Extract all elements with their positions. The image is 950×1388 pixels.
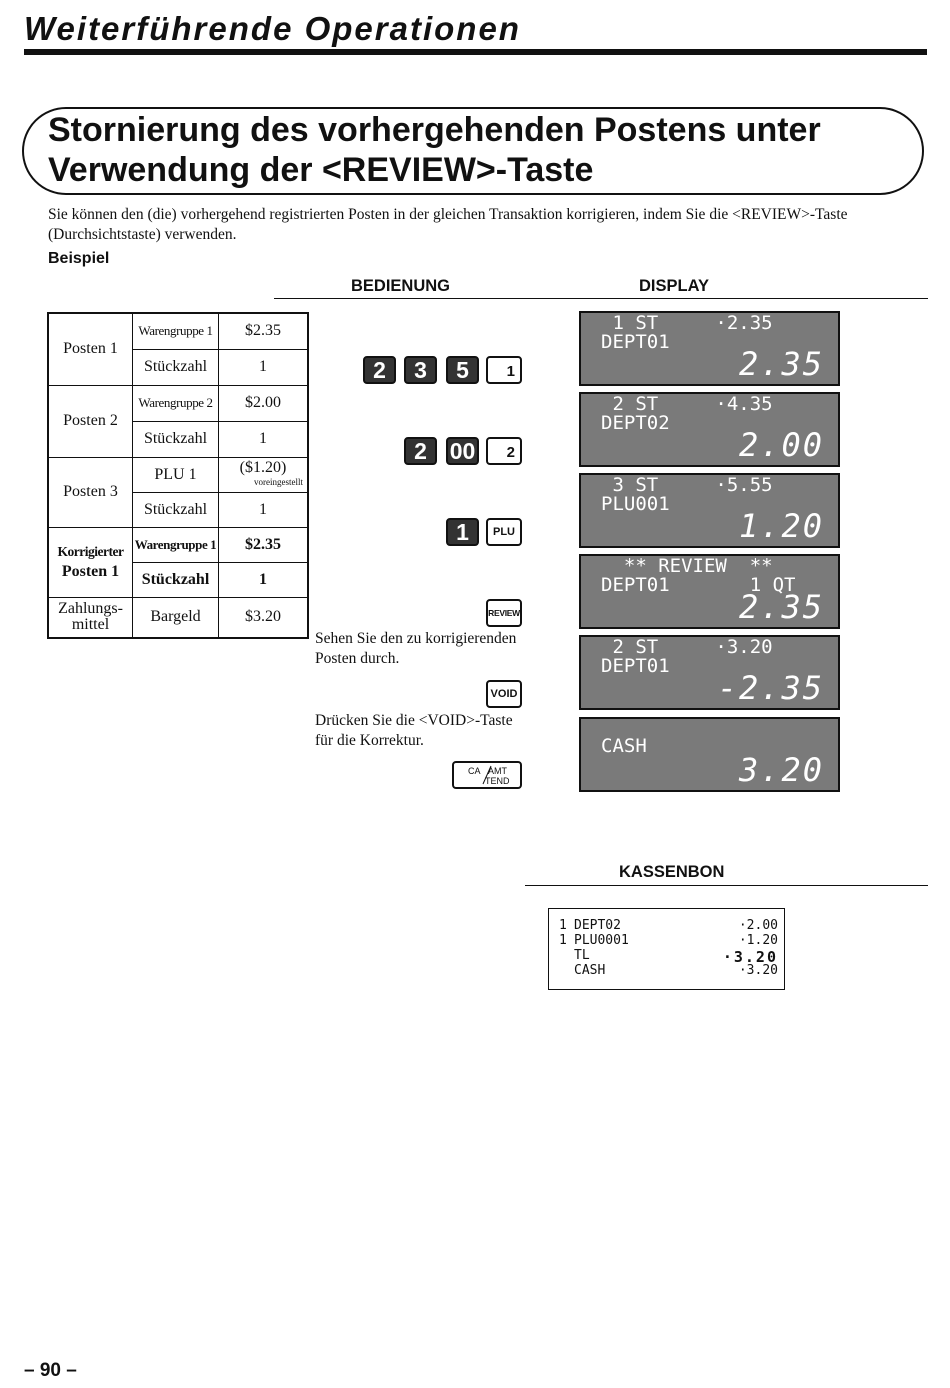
tend-label: TEND	[485, 776, 510, 786]
receipt-amount: ·3.20	[738, 963, 778, 978]
receipt-name: TL	[574, 948, 590, 963]
receipt-line	[559, 918, 778, 933]
posten-1-price: $2.35	[219, 313, 309, 349]
corrected-qty-label: Stückzahl	[133, 562, 219, 597]
receipt	[548, 908, 785, 990]
display-panel	[579, 473, 840, 548]
key-1[interactable]: 1	[446, 518, 479, 546]
example-table	[47, 312, 309, 639]
display-panel	[579, 717, 840, 792]
posten-1-qty: 1	[219, 349, 309, 385]
posten-1-item: Warengruppe 1	[133, 313, 219, 349]
review-key[interactable]: REVIEW	[486, 599, 522, 627]
display-panel	[579, 554, 840, 629]
posten-3-price-cell	[219, 457, 309, 492]
corrected-item: Warengruppe 1	[133, 527, 219, 562]
posten-3-label: Posten 3	[48, 457, 133, 527]
key-2[interactable]: 2	[404, 437, 437, 465]
display-line-1: 1 ST ·2.35	[601, 312, 773, 334]
receipt-qty: 1	[559, 918, 567, 933]
posten-3-qty: 1	[219, 492, 309, 527]
dept-key-2[interactable]: 2	[486, 437, 522, 465]
payment-amount: $3.20	[219, 597, 309, 638]
posten-2-qty: 1	[219, 421, 309, 457]
receipt-heading: KASSENBON	[619, 863, 725, 881]
display-line-2: DEPT01 1 QT	[601, 574, 796, 596]
receipt-amount: ·1.20	[738, 933, 778, 948]
intro-text: Sie können den (die) vorhergehend registrierten Posten in der gleichen Transaktion korrigieren, indem Sie die <REVIEW>-Taste (Durchsichtstaste) verwenden.	[48, 206, 848, 243]
example-label: Beispiel	[48, 250, 110, 267]
operation-heading: BEDIENUNG	[351, 277, 451, 295]
key-5[interactable]: 5	[446, 356, 479, 384]
display-amount: 3.20	[738, 751, 824, 789]
display-line-2: DEPT02	[601, 412, 670, 434]
receipt-line	[559, 963, 778, 978]
posten-3-price: ($1.20)	[239, 458, 287, 476]
posten-2-price: $2.00	[219, 385, 309, 421]
display-line-1: 2 ST ·3.20	[601, 636, 773, 658]
receipt-line	[559, 948, 778, 966]
review-note: Sehen Sie den zu korrigierenden Posten durch.	[315, 630, 517, 667]
display-line-1: 3 ST ·5.55	[601, 474, 773, 496]
display-panel	[579, 392, 840, 467]
display-panel	[579, 635, 840, 710]
receipt-rule	[525, 885, 928, 886]
key-2[interactable]: 2	[363, 356, 396, 384]
display-line-2: DEPT01	[601, 655, 670, 677]
display-amount: 1.20	[738, 507, 824, 545]
receipt-qty: 1	[559, 933, 567, 948]
display-line-1: ** REVIEW **	[601, 555, 773, 577]
column-rule	[274, 298, 928, 299]
posten-1-label: Posten 1	[48, 313, 133, 385]
posten-2-qty-label: Stückzahl	[133, 421, 219, 457]
key-00[interactable]: 00	[446, 437, 479, 465]
display-line-1: 2 ST ·4.35	[601, 393, 773, 415]
receipt-amount: ·2.00	[738, 918, 778, 933]
display-amount: 2.35	[738, 588, 824, 626]
posten-1-qty-label: Stückzahl	[133, 349, 219, 385]
page-title-line-2: Verwendung der <REVIEW>-Taste	[48, 151, 594, 189]
page-title	[48, 110, 821, 190]
display-heading: DISPLAY	[639, 277, 709, 295]
receipt-line	[559, 933, 778, 948]
corrected-label-line-2: Posten 1	[61, 563, 120, 580]
ca-amt-tend-key[interactable]	[452, 761, 522, 789]
payment-method: Bargeld	[133, 597, 219, 638]
corrected-price: $2.35	[219, 527, 309, 562]
void-note: Drücken Sie die <VOID>-Taste für die Korrektur.	[315, 712, 513, 749]
receipt-name: CASH	[574, 963, 606, 978]
display-amount: 2.35	[738, 345, 824, 383]
posten-3-price-note: voreingestellt	[254, 476, 303, 487]
header-rule	[24, 49, 927, 55]
key-3[interactable]: 3	[404, 356, 437, 384]
posten-2-label: Posten 2	[48, 385, 133, 457]
display-line-2: DEPT01	[601, 331, 670, 353]
dept-key-1[interactable]: 1	[486, 356, 522, 384]
receipt-total: ·3.20	[722, 948, 778, 966]
receipt-name: DEPT02	[574, 918, 621, 933]
display-line-2: CASH	[601, 735, 647, 757]
display-panel	[579, 311, 840, 386]
posten-3-item: PLU 1	[133, 457, 219, 492]
display-line-2: PLU001	[601, 493, 670, 515]
plu-key[interactable]: PLU	[486, 518, 522, 546]
display-amount: -2.35	[717, 669, 824, 707]
section-title: Weiterführende Operationen	[24, 10, 521, 47]
amt-label: AMT	[488, 766, 507, 776]
corrected-label	[48, 527, 133, 597]
page-title-line-1: Stornierung des vorhergehenden Postens unter	[48, 111, 821, 149]
posten-2-item: Warengruppe 2	[133, 385, 219, 421]
corrected-qty: 1	[219, 562, 309, 597]
ca-label: CA	[468, 766, 481, 776]
posten-3-qty-label: Stückzahl	[133, 492, 219, 527]
display-amount: 2.00	[738, 426, 824, 464]
receipt-name: PLU0001	[574, 933, 629, 948]
page-number: – 90 –	[24, 1360, 77, 1381]
payment-label: Zahlungs-mittel	[48, 597, 133, 638]
void-key[interactable]: VOID	[486, 680, 522, 708]
corrected-label-line-1: Korrigierter	[57, 544, 124, 559]
